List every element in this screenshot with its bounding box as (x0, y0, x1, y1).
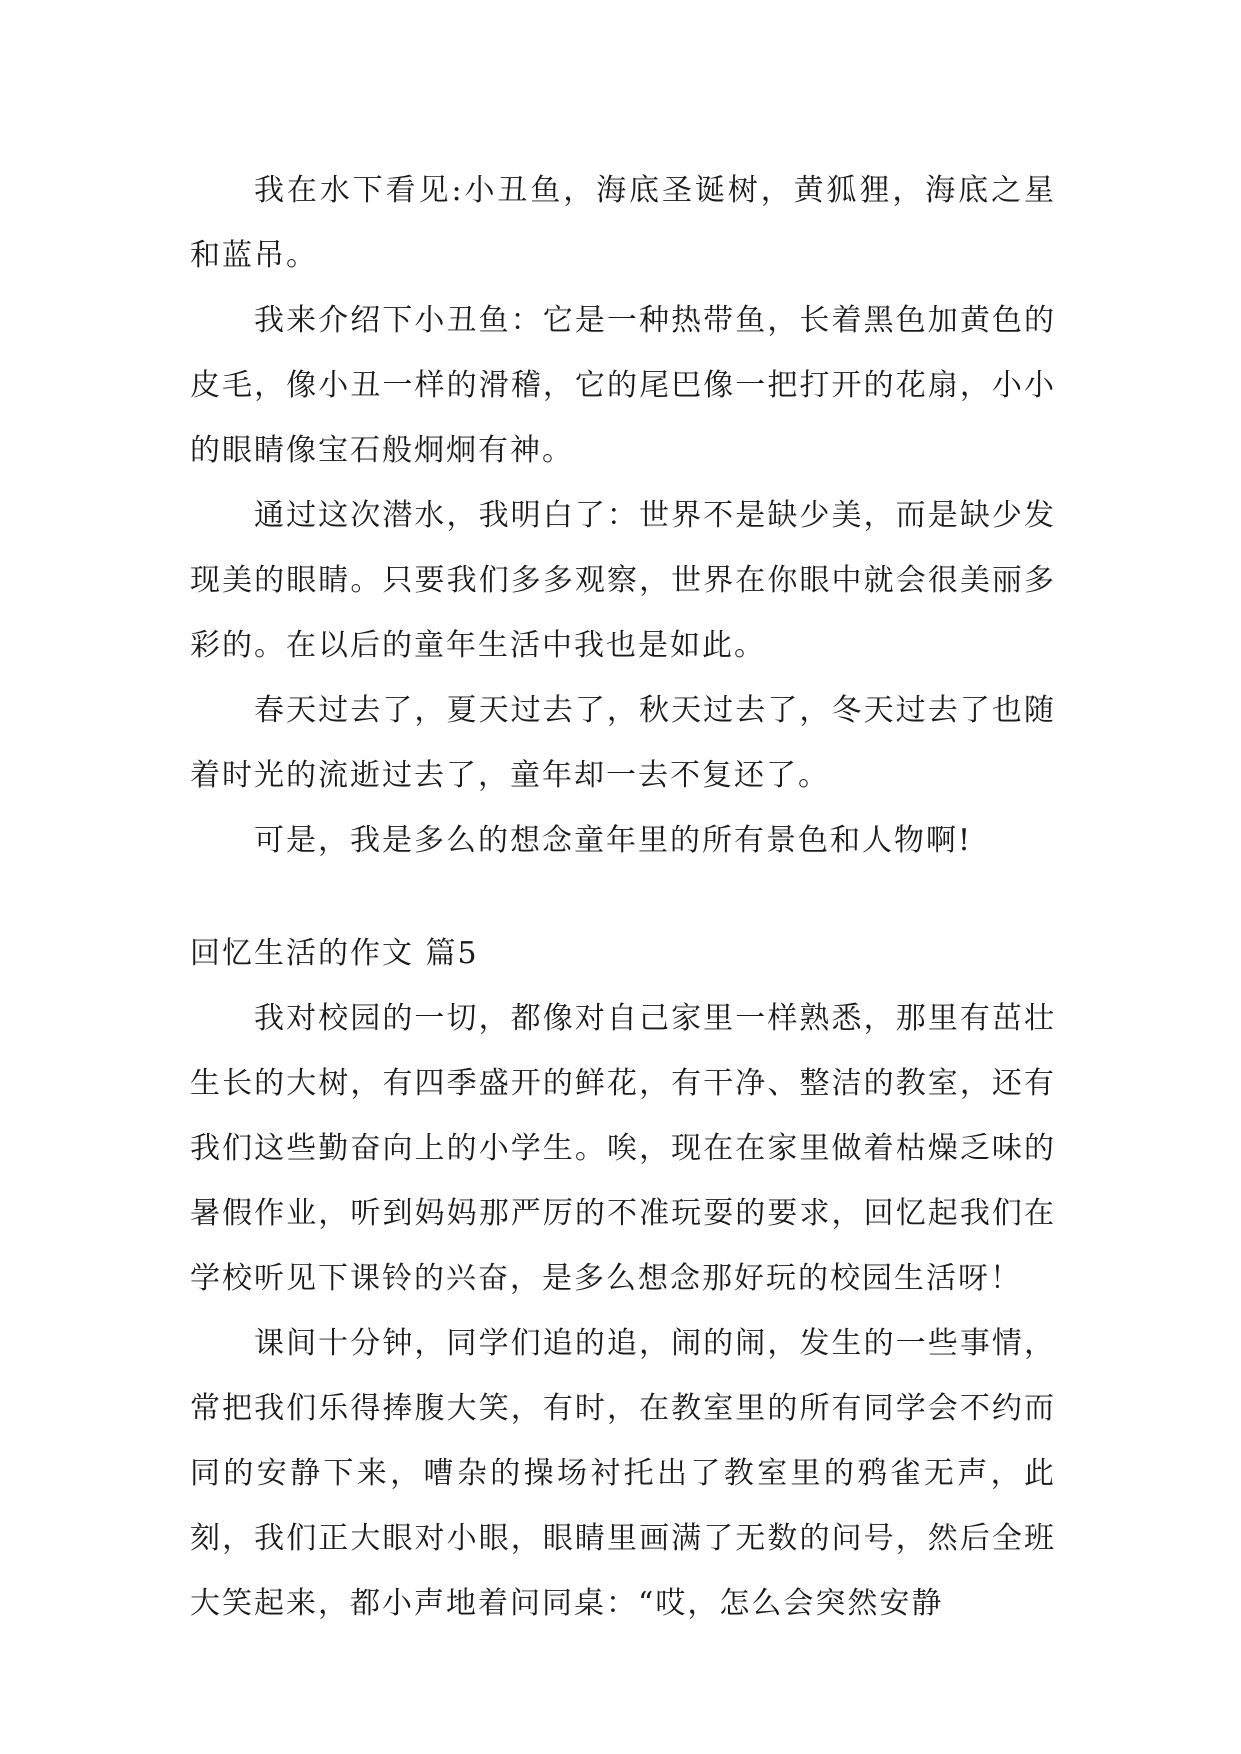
paragraph-seasons: 春天过去了，夏天过去了，秋天过去了，冬天过去了也随着时光的流逝过去了，童年却一去不复还了。 (190, 693, 1056, 793)
document-body (190, 158, 1056, 1636)
paragraph-recess: 课间十分钟，同学们追的追，闹的闹，发生的一些事情，常把我们乐得捧腹大笑，有时，在教室里的所有同学会不约而同的安静下来，嘈杂的操场衬托出了教室里的鸦雀无声，此刻，我们正大眼对小眼，眼睛里画满了无数的问号，然后全班大笑起来，都小声地着问同桌：“哎，怎么会突然安静 (190, 1326, 1056, 1621)
paragraph-clownfish: 我来介绍下小丑鱼：它是一种热带鱼，长着黑色加黄色的皮毛，像小丑一样的滑稽，它的尾巴像一把打开的花扇，小小的眼睛像宝石般炯炯有神。 (190, 303, 1056, 468)
paragraph-missing-childhood: 可是，我是多么的想念童年里的所有景色和人物啊! (254, 823, 973, 858)
paragraph-campus: 我对校园的一切，都像对自己家里一样熟悉，那里有茁壮生长的大树，有四季盛开的鲜花，有干净、整洁的教室，还有我们这些勤奋向上的小学生。唉，现在在家里做着枯燥乏味的暑假作业，听到妈妈那严厉的不准玩耍的要求，回忆起我们在学校听见下课铃的兴奋，是多么想念那好玩的校园生活呀！ (190, 1001, 1056, 1296)
paragraph-diving-lesson: 通过这次潜水，我明白了：世界不是缺少美，而是缺少发现美的眼睛。只要我们多多观察，世界在你眼中就会很美丽多彩的。在以后的童年生活中我也是如此。 (190, 498, 1056, 663)
paragraph-underwater: 我在水下看见:小丑鱼，海底圣诞树，黄狐狸，海底之星和蓝吊。 (190, 173, 1056, 273)
section-heading: 回忆生活的作文 篇5 (190, 936, 479, 971)
